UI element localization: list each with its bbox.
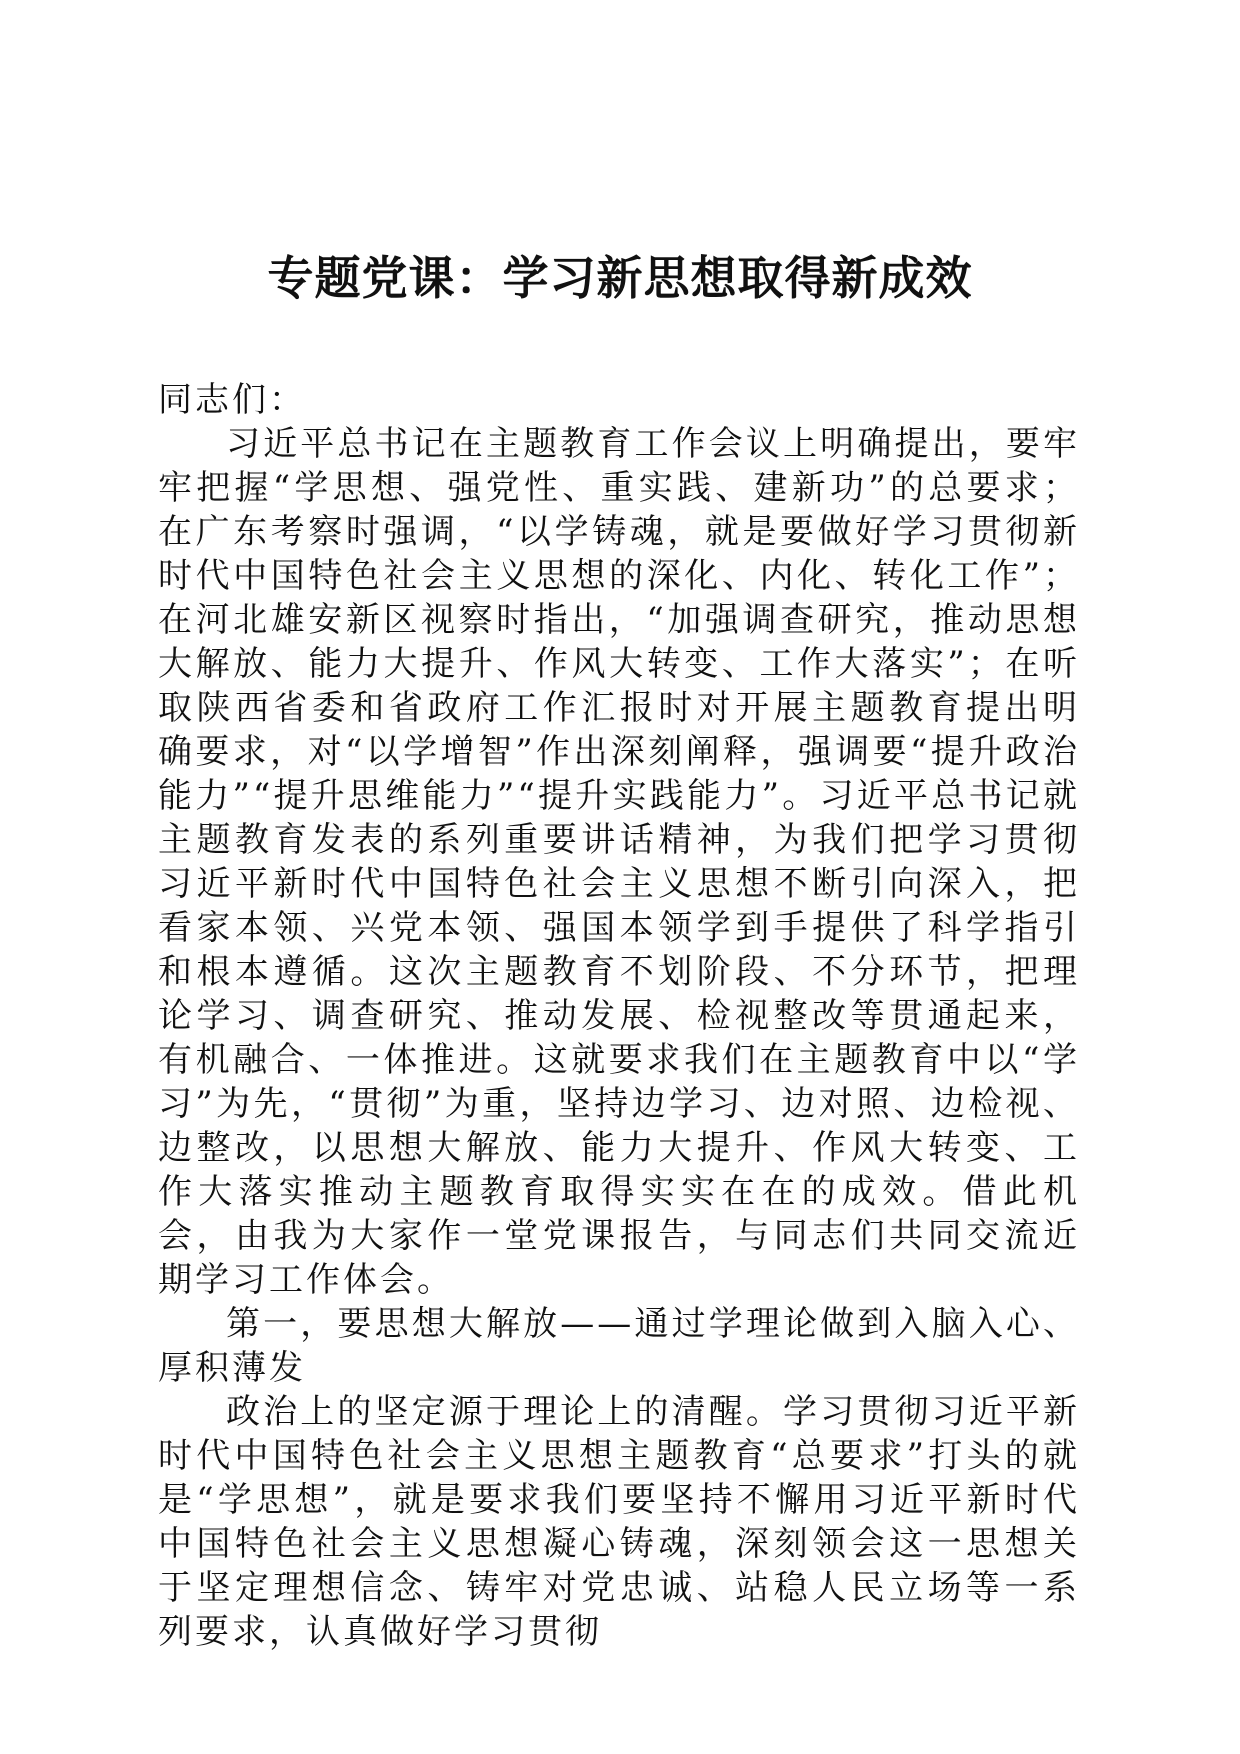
salutation: 同志们： xyxy=(158,380,306,420)
section-heading-1: 第一，要思想大解放——通过学理论做到入脑入心、厚积薄发 xyxy=(158,1304,1080,1388)
document-body xyxy=(158,378,1080,1654)
paragraph-section-1: 政治上的坚定源于理论上的清醒。学习贯彻习近平新时代中国特色社会主义思想主题教育“总要求”打头的就是“学思想”，就是要求我们要坚持不懈用习近平新时代中国特色社会主义思想凝心铸魂，深刻领会这一思想关于坚定理想信念、铸牢对党忠诚、站稳人民立场等一系列要求，认真做好学习贯彻 xyxy=(158,1392,1080,1652)
document-title: 专题党课：学习新思想取得新成效 xyxy=(267,251,973,305)
paragraph-intro: 习近平总书记在主题教育工作会议上明确提出，要牢牢把握“学思想、强党性、重实践、建新功”的总要求；在广东考察时强调，“以学铸魂，就是要做好学习贯彻新时代中国特色社会主义思想的深化、内化、转化工作”；在河北雄安新区视察时指出，“加强调查研究，推动思想大解放、能力大提升、作风大转变、工作大落实”；在听取陕西省委和省政府工作汇报时对开展主题教育提出明确要求，对“以学增智”作出深刻阐释，强调要“提升政治能力”“提升思维能力”“提升实践能力”。习近平总书记就主题教育发表的系列重要讲话精神，为我们把学习贯彻习近平新时代中国特色社会主义思想不断引向深入，把看家本领、兴党本领、强国本领学到手提供了科学指引和根本遵循。这次主题教育不划阶段、不分环节，把理论学习、调查研究、推动发展、检视整改等贯通起来，有机融合、一体推进。这就要求我们在主题教育中以“学习”为先，“贯彻”为重，坚持边学习、边对照、边检视、边整改，以思想大解放、能力大提升、作风大转变、工作大落实推动主题教育取得实实在在的成效。借此机会，由我为大家作一堂党课报告，与同志们共同交流近期学习工作体会。 xyxy=(158,424,1080,1300)
